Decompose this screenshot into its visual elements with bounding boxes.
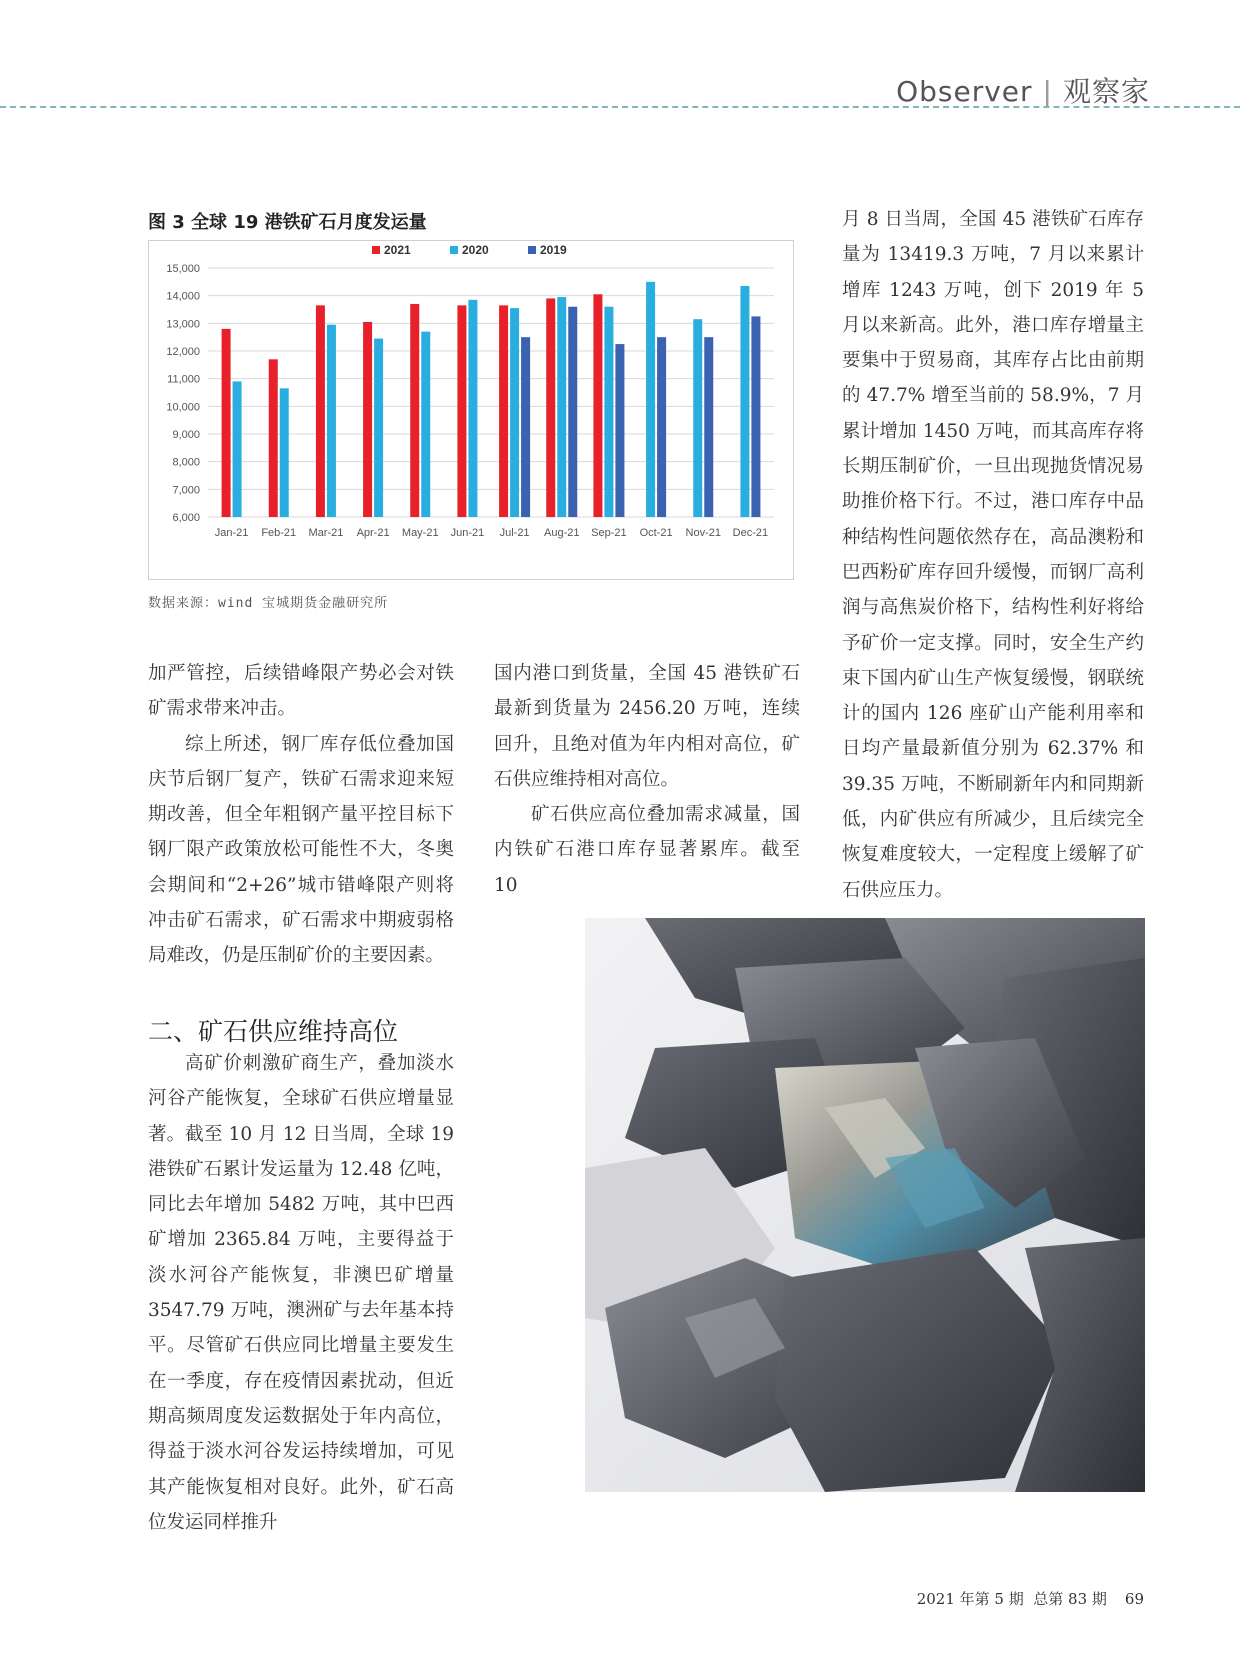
legend-label-2020: 2020 xyxy=(462,243,489,257)
legend-swatch-2021 xyxy=(372,246,380,254)
column-2 xyxy=(494,656,800,903)
page-header xyxy=(0,0,1240,110)
paragraph: 加严管控，后续错峰限产势必会对铁矿需求带来冲击。 xyxy=(148,663,454,720)
bar-2021-mar-21 xyxy=(316,305,325,517)
shipment-bar-chart xyxy=(148,240,794,580)
bar-2021-sep-21 xyxy=(593,294,602,517)
page-footer xyxy=(917,1588,1144,1609)
bar-2019-nov-21 xyxy=(704,337,713,517)
iron-ore-photo xyxy=(585,918,1145,1492)
magazine-column-title xyxy=(896,70,1150,110)
paragraph: 高矿价刺激矿商生产，叠加淡水河谷产能恢复，全球矿石供应增量显著。截至 10 月 12 日当周，全球 19 港铁矿石累计发运量为 12.48 亿吨，同比去年增加 5482 万吨，其中巴西矿增加 2365.84 万吨，主要得益于淡水河谷产能恢复，非澳巴矿增量 3547.79 万吨，澳洲矿与去年基本持平。尽管矿石供应同比增量主要发生在一季度，存在疫情因素扰动，但近期高频周度发运数据处于年内高位，得益于淡水河谷发运持续增加，可见其产能恢复相对良好。此外，矿石高位发运同样推升 xyxy=(148,1053,454,1533)
bar-2021-jan-21 xyxy=(222,329,231,517)
bar-2020-apr-21 xyxy=(374,339,383,517)
y-tick-label: 7,000 xyxy=(172,484,200,497)
x-tick-label: Oct-21 xyxy=(639,527,673,539)
y-tick-label: 9,000 xyxy=(172,429,200,441)
header-dashed-rule xyxy=(0,106,1240,108)
legend-swatch-2019 xyxy=(528,246,536,254)
bar-2020-jan-21 xyxy=(233,381,242,517)
page-number: 69 xyxy=(1124,1590,1144,1608)
bar-2019-sep-21 xyxy=(615,344,624,517)
y-tick-label: 12,000 xyxy=(166,346,200,358)
x-tick-label: Mar-21 xyxy=(308,527,344,539)
bar-2020-oct-21 xyxy=(646,282,655,517)
section-heading: 二、矿石供应维持高位 xyxy=(148,1017,399,1046)
paragraph: 矿石供应高位叠加需求减量，国内铁矿石港口库存显著累库。截至 10 xyxy=(494,804,800,896)
bar-2019-dec-21 xyxy=(751,316,760,517)
x-tick-label: Jun-21 xyxy=(450,527,485,539)
y-tick-label: 13,000 xyxy=(166,318,200,331)
x-tick-label: Jan-21 xyxy=(214,527,249,539)
legend-swatch-2020 xyxy=(450,246,458,254)
y-tick-label: 14,000 xyxy=(166,290,200,303)
x-tick-label: Jul-21 xyxy=(499,527,530,539)
issue-info: 2021 年第 5 期 总第 83 期 xyxy=(916,1590,1107,1608)
x-tick-label: Sep-21 xyxy=(591,527,627,539)
column-1-top xyxy=(148,656,454,974)
bar-2020-feb-21 xyxy=(280,388,289,517)
x-tick-label: May-21 xyxy=(401,527,439,539)
x-tick-label: Apr-21 xyxy=(356,527,390,539)
y-tick-label: 8,000 xyxy=(172,456,200,469)
bar-2021-apr-21 xyxy=(363,322,372,517)
y-tick-label: 10,000 xyxy=(166,401,200,414)
y-tick-label: 15,000 xyxy=(166,263,200,275)
bar-2019-oct-21 xyxy=(657,337,666,517)
title-separator: | xyxy=(1042,75,1053,108)
column-1-bottom xyxy=(148,1046,454,1540)
bar-2019-jul-21 xyxy=(521,337,530,517)
x-tick-label: Nov-21 xyxy=(685,527,721,539)
y-tick-label: 6,000 xyxy=(172,512,200,524)
bar-2020-nov-21 xyxy=(693,319,702,517)
bar-2020-jun-21 xyxy=(468,300,477,517)
x-tick-label: Feb-21 xyxy=(261,527,297,539)
legend-label-2021: 2021 xyxy=(384,243,411,257)
y-tick-label: 11,000 xyxy=(167,373,200,386)
x-tick-label: Aug-21 xyxy=(544,527,580,539)
figure-caption: 图 3 全球 19 港铁矿石月度发运量 xyxy=(148,212,427,233)
bar-2021-aug-21 xyxy=(546,298,555,517)
bar-2019-aug-21 xyxy=(568,307,577,517)
iron-ore-illustration xyxy=(585,918,1145,1492)
paragraph: 国内港口到货量，全国 45 港铁矿石最新到货量为 2456.20 万吨，连续回升，且绝对值为年内相对高位，矿石供应维持相对高位。 xyxy=(494,663,800,790)
paragraph: 综上所述，钢厂库存低位叠加国庆节后钢厂复产，铁矿石需求迎来短期改善，但全年粗钢产量平控目标下钢厂限产政策放松可能性不大，冬奥会期间和“2+26”城市错峰限产则将冲击矿石需求，矿石需求中期疲弱格局难改，仍是压制矿价的主要因素。 xyxy=(148,733,454,967)
paragraph: 月 8 日当周，全国 45 港铁矿石库存量为 13419.3 万吨，7 月以来累计增库 1243 万吨，创下 2019 年 5 月以来新高。此外，港口库存增量主要集中于贸易商，其库存占比由前期的 47.7% 增至当前的 58.9%，7 月累计增加 1450 万吨，而其高库存将长期压制矿价，一旦出现抛货情况易助推价格下行。不过，港口库存中品种结构性问题依然存在，高品澳粉和巴西粉矿库存回升缓慢，而钢厂高利润与高焦炭价格下，结构性利好将给予矿价一定支撑。同时，安全生产约束下国内矿山生产恢复缓慢，钢联统计的国内 126 座矿山产能利用率和日均产量最新值分别为 62.37% 和 39.35 万吨，不断刷新年内和同期新低，内矿供应有所减少，且后续完全恢复难度较大，一定程度上缓解了矿石供应压力。 xyxy=(842,209,1144,901)
bar-2020-may-21 xyxy=(421,332,430,517)
legend-label-2019: 2019 xyxy=(540,243,567,257)
x-tick-label: Dec-21 xyxy=(732,527,769,539)
bar-2020-dec-21 xyxy=(740,286,749,517)
bar-2021-may-21 xyxy=(410,304,419,517)
figure-source: 数据来源：wind 宝城期货金融研究所 xyxy=(148,596,389,611)
column-3 xyxy=(842,202,1144,908)
brand-chinese: 观察家 xyxy=(1062,75,1150,108)
bar-2021-jun-21 xyxy=(457,305,466,517)
bar-2020-aug-21 xyxy=(557,297,566,517)
bar-2020-sep-21 xyxy=(604,307,613,517)
bar-2021-feb-21 xyxy=(269,359,278,517)
bar-2021-jul-21 xyxy=(499,305,508,517)
brand-english: Observer xyxy=(896,75,1033,108)
bar-2020-jul-21 xyxy=(510,308,519,517)
bar-2020-mar-21 xyxy=(327,325,336,517)
